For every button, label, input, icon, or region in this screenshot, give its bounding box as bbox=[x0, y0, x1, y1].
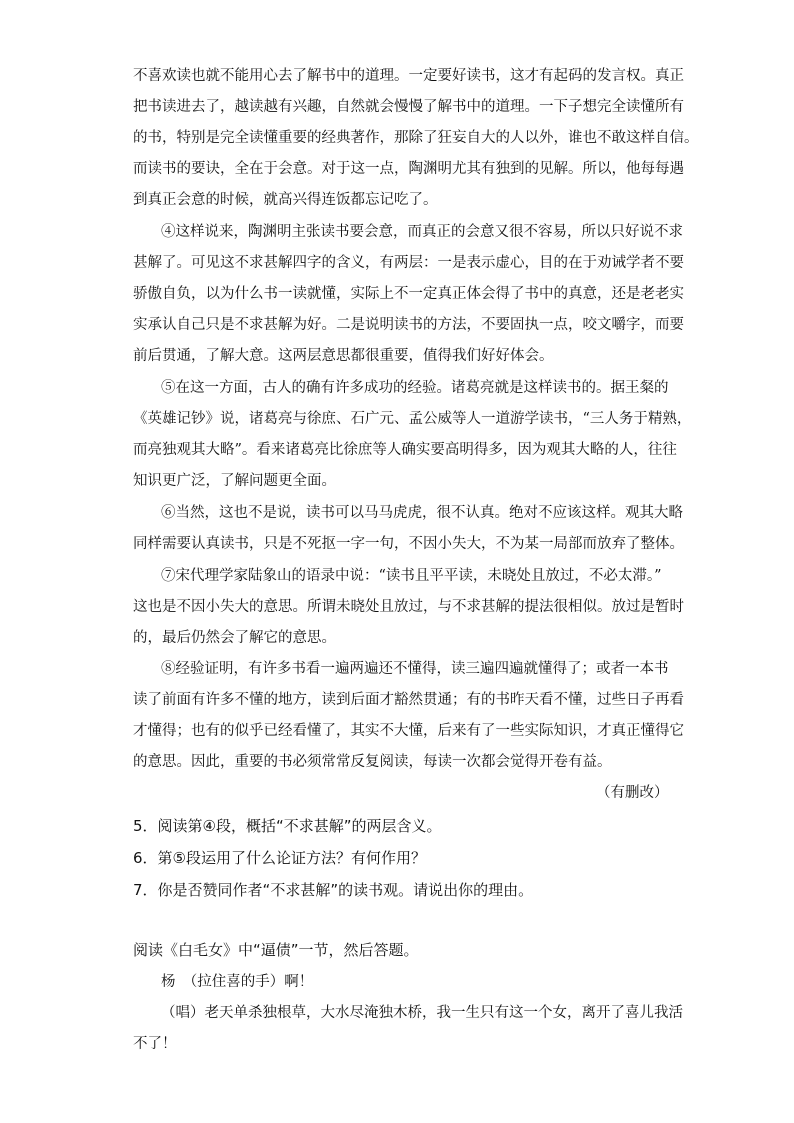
passage-line: 《英雄记钞》说，诸葛亮与徐庶、石广元、孟公威等人一道游学读书，“三人务于精熟， bbox=[133, 411, 692, 427]
passage-line: 不喜欢读也就不能用心去了解书中的道理。一定要好读书，这才有起码的发言权。真正 bbox=[133, 68, 684, 84]
passage-line: 的书，特别是完全读懂重要的经典著作，那除了狂妄自大的人以外，谁也不敢这样自信。 bbox=[133, 130, 699, 146]
passage-line: 而读书的要诀，全在于会意。对于这一点，陶渊明尤其有独到的见解。所以，他每每遇 bbox=[133, 161, 684, 177]
passage-line: 甚解了。可见这不求甚解四字的含义，有两层：一是表示虚心，目的在于劝诫学者不要 bbox=[133, 255, 684, 271]
passage-line: 到真正会意的时候，就高兴得连饭都忘记吃了。 bbox=[133, 192, 438, 208]
question-6: 6．第⑤段运用了什么论证方法？有何作用？ bbox=[133, 849, 426, 867]
paragraph-7-start: ⑦宋代理学家陆象山的语录中说：“读书且平平读，未晓处且放过，不必太滞。” bbox=[161, 568, 662, 584]
passage-line: 这也是不因小失大的意思。所谓未晓处且放过，与不求甚解的提法很相似。放过是暂时 bbox=[133, 599, 684, 615]
passage-line: 的意思。因此，重要的书必须常常反复阅读，每读一次都会觉得开卷有益。 bbox=[133, 754, 612, 770]
passage-line: 的，最后仍然会了解它的意思。 bbox=[133, 630, 336, 646]
passage-line: 知识更广泛，了解问题更全面。 bbox=[133, 473, 336, 489]
section-intro: 阅读《白毛女》中“逼债”一节，然后答题。 bbox=[133, 941, 419, 959]
passage-line: 实承认自己只是不求甚解为好。二是说明读书的方法，不要固执一点，咬文嚼字，而要 bbox=[133, 317, 684, 333]
passage-line: 骄傲自负，以为什么书一读就懂，实际上不一定真正体会得了书中的真意，还是老老实 bbox=[133, 286, 684, 302]
passage-line: 才懂得；也有的似乎已经看懂了，其实不大懂，后来有了一些实际知识，才真正懂得它 bbox=[133, 723, 684, 739]
paragraph-6-start: ⑥当然，这也不是说，读书可以马马虎虎，很不认真。绝对不应该这样。观其大略 bbox=[161, 505, 683, 521]
paragraph-8-start: ⑧经验证明，有许多书看一遍两遍还不懂得，读三遍四遍就懂得了；或者一本书 bbox=[161, 661, 669, 677]
script-line-song: （唱）老天单杀独根草，大水尽淹独木桥，我一生只有这一个女，离开了喜儿我活 bbox=[161, 1005, 683, 1021]
paragraph-4-start: ④这样说来，陶渊明主张读书要会意，而真正的会意又很不容易，所以只好说不求 bbox=[161, 224, 683, 240]
source-note: （有删改） bbox=[596, 785, 669, 801]
passage-line: 同样需要认真读书，只是不死抠一字一句，不因小失大，不为某一局部而放弃了整体。 bbox=[133, 536, 684, 552]
passage-line: 前后贯通，了解大意。这两层意思都很重要，值得我们好好体会。 bbox=[133, 348, 554, 364]
paragraph-5-start: ⑤在这一方面，古人的确有许多成功的经验。诸葛亮就是这样读书的。据王粲的 bbox=[161, 380, 669, 396]
question-7: 7．你是否赞同作者“不求甚解”的读书观。请说出你的理由。 bbox=[133, 881, 534, 899]
script-line-stage-direction: 杨 （拉住喜的手）啊！ bbox=[161, 974, 314, 990]
passage-line: 而亮独观其大略”。看来诸葛亮比徐庶等人确实要高明得多，因为观其大略的人，往往 bbox=[133, 442, 677, 458]
passage-line: 读了前面有许多不懂的地方，读到后面才豁然贯通；有的书昨天看不懂，过些日子再看 bbox=[133, 692, 684, 708]
script-line-song-end: 不了！ bbox=[133, 1036, 177, 1052]
passage-line: 把书读进去了，越读越有兴趣，自然就会慢慢了解书中的道理。一下子想完全读懂所有 bbox=[133, 99, 684, 115]
question-5: 5．阅读第④段，概括“不求甚解”的两层含义。 bbox=[133, 817, 442, 835]
